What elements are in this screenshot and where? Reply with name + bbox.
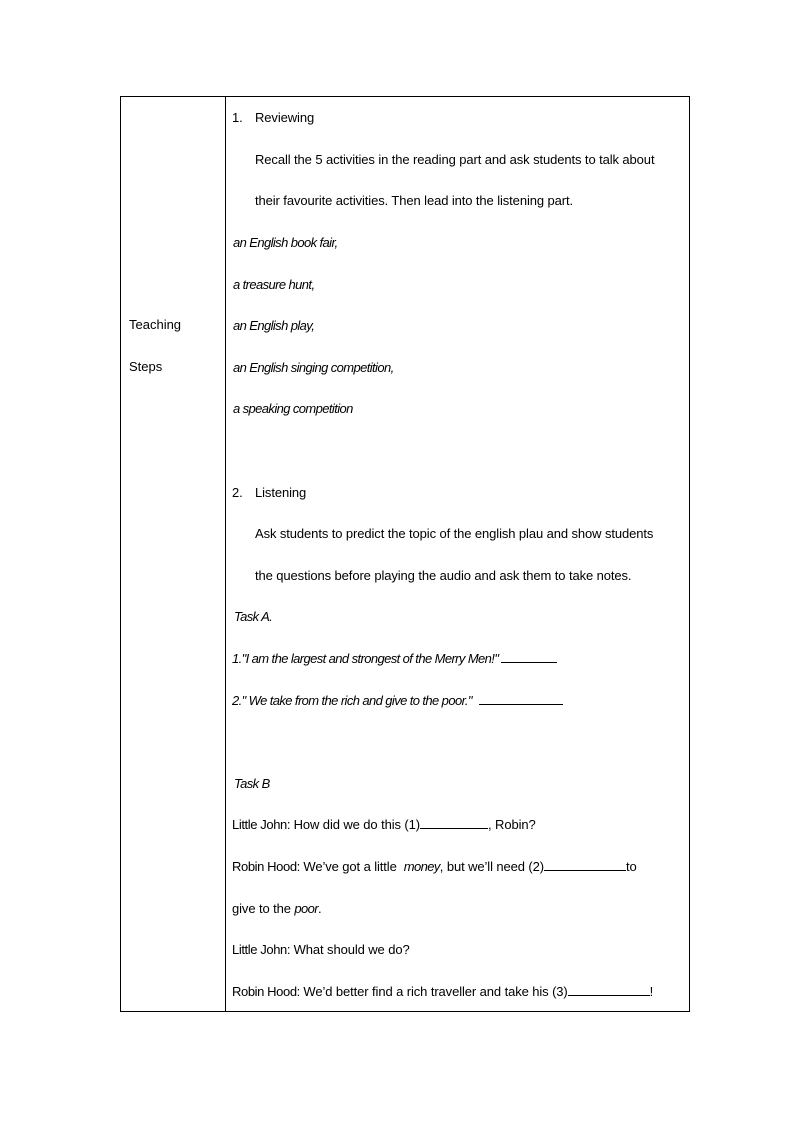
- activity-item: an English play,: [233, 318, 315, 333]
- task-a-title: Task A.: [234, 609, 273, 624]
- task-a-question-1: [232, 651, 557, 666]
- task-a-question-2-text: 2." We take from the rich and give to the poor.": [232, 693, 472, 708]
- dialogue-text: , Robin?: [488, 817, 536, 832]
- dialogue-text: to: [626, 859, 637, 874]
- task-b-title: Task B: [234, 776, 270, 791]
- activity-item: a treasure hunt,: [233, 277, 315, 292]
- answer-blank-1[interactable]: [420, 817, 488, 829]
- review-desc-line2: their favourite activities. Then lead into the listening part.: [255, 193, 574, 208]
- listening-desc-line2: the questions before playing the audio and ask them to take notes.: [255, 568, 632, 583]
- answer-blank-3[interactable]: [568, 984, 650, 996]
- dialogue-line-3: [232, 901, 322, 916]
- speaker-little-john: Little John:: [232, 817, 291, 832]
- answer-blank-2[interactable]: [544, 859, 626, 871]
- dialogue-text: !: [649, 984, 654, 999]
- activity-item: an English book fair,: [233, 235, 338, 250]
- speaker-robin-hood: Robin Hood:: [232, 859, 300, 874]
- dialogue-text: .: [318, 901, 322, 916]
- speaker-robin-hood: Robin Hood:: [232, 984, 300, 999]
- answer-blank[interactable]: [479, 693, 563, 705]
- word-money: money: [403, 859, 440, 874]
- dialogue-line-5: [232, 984, 653, 999]
- activity-item: a speaking competition: [233, 401, 353, 416]
- column-divider: [225, 97, 226, 1011]
- task-a-question-1-text: 1."I am the largest and strongest of the Merry Men!": [232, 651, 499, 666]
- lesson-plan-table: [120, 96, 690, 1012]
- dialogue-text: give to the: [232, 901, 291, 916]
- dialogue-line-2: [232, 859, 637, 874]
- review-desc-line1: Recall the 5 activities in the reading part and ask students to talk about: [255, 152, 655, 167]
- listening-heading: Listening: [255, 485, 307, 500]
- activity-item: an English singing competition,: [233, 360, 394, 375]
- dialogue-text: We’d better find a rich traveller and take his (3): [303, 984, 568, 999]
- listening-number: 2.: [232, 485, 243, 500]
- word-poor: poor: [294, 901, 319, 916]
- task-a-question-2: [232, 693, 563, 708]
- dialogue-line-4: [232, 942, 410, 957]
- dialogue-text: We’ve got a little: [303, 859, 397, 874]
- review-heading: Reviewing: [255, 110, 315, 125]
- speaker-little-john: Little John:: [232, 942, 291, 957]
- answer-blank[interactable]: [501, 651, 557, 663]
- dialogue-line-1: [232, 817, 536, 832]
- listening-desc-line1: Ask students to predict the topic of the english plau and show students: [255, 526, 654, 541]
- dialogue-text: How did we do this (1): [293, 817, 421, 832]
- dialogue-text: , but we’ll need (2): [439, 859, 545, 874]
- review-number: 1.: [232, 110, 243, 125]
- dialogue-text: What should we do?: [293, 942, 410, 957]
- teaching-label: Teaching: [129, 317, 182, 332]
- steps-label: Steps: [129, 359, 163, 374]
